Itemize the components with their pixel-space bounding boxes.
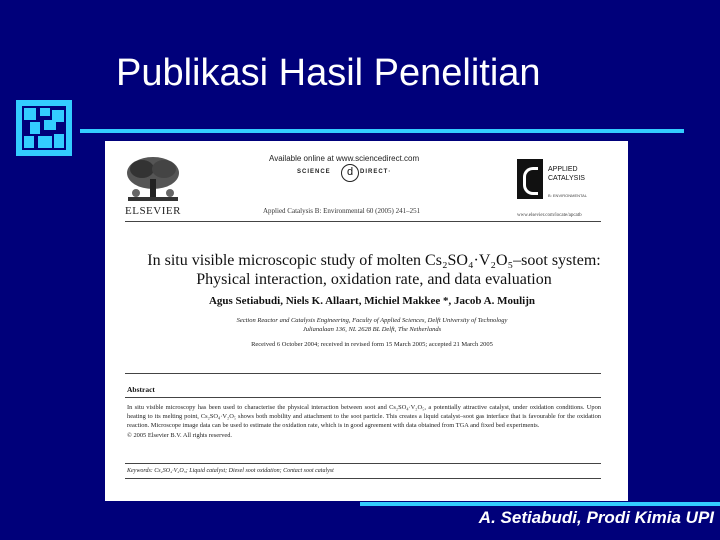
abstract-heading-divider: [125, 397, 601, 398]
logo-inner: [22, 106, 66, 150]
paper-title-line1: In situ visible microscopic study of molten Cs₂SO₄·V₂O₅–soot system:: [147, 252, 601, 269]
journal-c-icon: [517, 159, 543, 199]
journal-logo-line3: B: ENVIRONMENTAL: [548, 193, 588, 198]
journal-logo-line1: APPLIED: [548, 166, 578, 173]
sciencedirect-left: SCIENCE: [297, 169, 331, 175]
abstract-body: [127, 403, 601, 440]
affiliation-line1: Section Reactor and Catalysis Engineering, Faculty of Applied Sciences, Delft University of Technology: [236, 317, 508, 324]
available-online-text: Available online at www.sciencedirect.com: [269, 154, 420, 163]
journal-url: www.elsevier.com/locate/apcatb: [517, 213, 582, 218]
abstract-text: In situ visible microscopy has been used to characterise the physical interaction between soot and Cs₂SO₄·V₂O₅, a potentially attractive catalyst, under oxidation conditions. Upon heating to its melting point, Cs₂SO₄·V₂O₅ shows both mobility and attachment to the soot particle. This creates a liquid catalyst–soot gas interface that is favourable for the oxidation reaction. Microscope image data can be used to estimate the oxidation rate, which is in good agreement with data obtained from TGA and fixed bed experiments.: [127, 404, 601, 430]
slide-title: Publikasi Hasil Penelitian: [116, 52, 541, 94]
paper-authors: Agus Setiabudi, Niels K. Allaart, Michiel Makkee *, Jacob A. Moulijn: [208, 295, 536, 307]
abstract-heading: Abstract: [127, 385, 155, 394]
paper-affiliation: [127, 317, 617, 334]
keywords-divider-bottom: [125, 478, 601, 479]
footer-credit: A. Setiabudi, Prodi Kimia UPI: [478, 508, 714, 527]
received-dates: Received 6 October 2004; received in revised form 15 March 2005; accepted 21 March 2005: [251, 341, 493, 348]
header-divider: [125, 221, 601, 222]
sciencedirect-right: DIRECT·: [360, 169, 392, 175]
affiliation-line2: Julianalaan 136, NL 2628 BL Delft, The Netherlands: [302, 325, 442, 333]
journal-logo-line2: CATALYSIS: [548, 175, 585, 182]
logo-icon: [16, 100, 72, 156]
paper-screenshot: [105, 141, 628, 501]
keywords: Keywords: Cs₂SO₄·V₂O₅; Liquid catalyst; Diesel soot oxidation; Contact soot catalyst: [127, 468, 334, 474]
applied-catalysis-logo: [517, 155, 597, 213]
paper-title: [129, 251, 619, 289]
copyright-text: © 2005 Elsevier B.V. All rights reserved.: [127, 431, 233, 439]
paper-title-line2: Physical interaction, oxidation rate, and data evaluation: [196, 271, 552, 288]
elsevier-tree-icon: [124, 155, 182, 205]
abstract-divider-top: [125, 373, 601, 374]
journal-logo-text: [548, 165, 585, 183]
journal-reference: Applied Catalysis B: Environmental 60 (2005) 241–251: [263, 207, 421, 215]
publisher-name: ELSEVIER: [125, 205, 181, 217]
keywords-divider: [125, 463, 601, 464]
sciencedirect-at-icon: d: [341, 164, 359, 182]
footer-rule: [360, 502, 720, 506]
title-underline: [80, 129, 684, 133]
